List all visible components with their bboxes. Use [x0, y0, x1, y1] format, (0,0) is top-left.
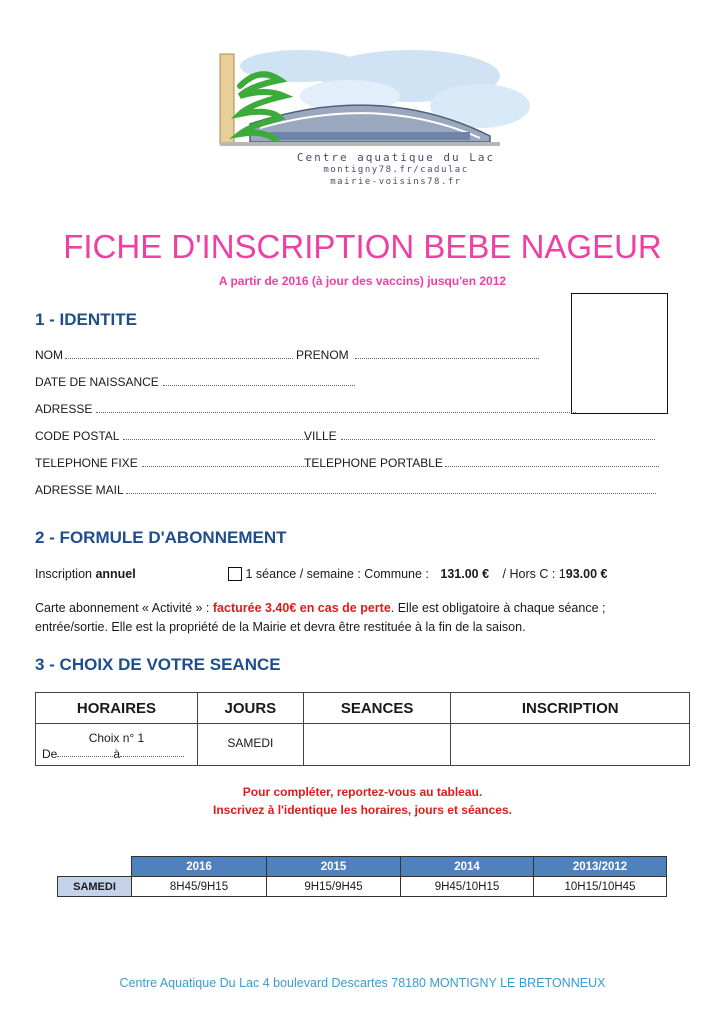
carte-prefix: Carte abonnement « Activité » :: [35, 601, 213, 615]
de-input-line[interactable]: [57, 746, 113, 757]
time-2016: 8H45/9H15: [132, 877, 267, 897]
year-2016: 2016: [132, 857, 267, 877]
seances-cell[interactable]: [303, 724, 451, 766]
nom-label: NOM: [35, 348, 63, 362]
section-abonnement-heading: 2 - FORMULE D'ABONNEMENT: [35, 528, 287, 547]
telephone-portable-field[interactable]: [304, 456, 659, 470]
de-label: De: [42, 747, 58, 761]
inscription-line: [35, 567, 136, 581]
prenom-label: PRENOM: [296, 348, 349, 362]
inscription-cell[interactable]: [451, 724, 690, 766]
telephone-fixe-field[interactable]: [35, 456, 310, 470]
year-2013-2012: 2013/2012: [534, 857, 667, 877]
schedule-table: [57, 856, 667, 897]
column-horaires: HORAIRES: [36, 693, 198, 724]
nom-input-line[interactable]: [65, 350, 293, 359]
schedule-corner: [58, 857, 132, 877]
hors-commune-price: 93.00 €: [565, 567, 608, 581]
horaires-cell[interactable]: [36, 724, 198, 766]
logo-line-1: Centre aquatique du Lac: [296, 151, 496, 164]
a-input-line[interactable]: [120, 746, 184, 757]
date-naissance-label: DATE DE NAISSANCE: [35, 375, 159, 389]
horaires-range[interactable]: [36, 746, 197, 762]
seance-choice-row: [36, 724, 690, 766]
annuel-checkbox[interactable]: [228, 567, 242, 581]
date-naissance-input-line[interactable]: [163, 377, 355, 386]
schedule-samedi-row: [58, 877, 667, 897]
nom-field[interactable]: [35, 348, 293, 362]
seance-text: 1 séance / semaine : Commune :: [245, 567, 433, 581]
column-inscription: INSCRIPTION: [451, 693, 690, 724]
logo-line-2: montigny78.fr/cadulac: [323, 165, 469, 175]
footer-address: Centre Aquatique Du Lac 4 boulevard Descartes 78180 MONTIGNY LE BRETONNEUX: [119, 976, 606, 990]
a-label: à: [113, 747, 121, 761]
code-postal-field[interactable]: [35, 429, 307, 443]
time-2015: 9H15/9H45: [267, 877, 401, 897]
carte-suffix: . Elle est obligatoire à chaque séance ;: [390, 601, 606, 615]
photo-frame[interactable]: [571, 293, 668, 414]
telephone-fixe-input-line[interactable]: [142, 458, 310, 467]
adresse-mail-input-line[interactable]: [126, 485, 656, 494]
commune-price: 131.00 €: [440, 567, 490, 581]
time-2014: 9H45/10H15: [401, 877, 534, 897]
column-jours: JOURS: [197, 693, 303, 724]
date-naissance-field[interactable]: [35, 375, 355, 389]
schedule-header-row: [58, 857, 667, 877]
ville-label: VILLE: [304, 429, 337, 443]
section-seance-heading: 3 - CHOIX DE VOTRE SEANCE: [35, 655, 281, 674]
choice-label: Choix n° 1: [88, 731, 145, 745]
code-postal-input-line[interactable]: [123, 431, 307, 440]
code-postal-label: CODE POSTAL: [35, 429, 120, 443]
schedule-day: SAMEDI: [58, 877, 132, 897]
jours-cell: SAMEDI: [197, 724, 303, 766]
telephone-fixe-label: TELEPHONE FIXE: [35, 456, 138, 470]
logo-caption: [276, 152, 516, 188]
prenom-field[interactable]: [296, 348, 539, 362]
ville-field[interactable]: [304, 429, 655, 443]
centre-aquatique-logo: [180, 36, 536, 196]
logo-line-3: mairie-voisins78.fr: [330, 177, 462, 187]
carte-abonnement-line-2: entrée/sortie. Elle est la propriété de la Mairie et devra être restituée à la fin de la saison.: [35, 620, 526, 634]
column-seances: SEANCES: [303, 693, 451, 724]
year-2015: 2015: [267, 857, 401, 877]
seance-table-header: [36, 693, 690, 724]
hors-commune-text: / Hors C : 1: [502, 567, 566, 581]
inscription-annuel: annuel: [95, 567, 136, 581]
seance-option: [228, 567, 607, 581]
adresse-mail-field[interactable]: [35, 483, 656, 497]
time-2013-2012: 10H15/10H45: [534, 877, 667, 897]
page-title: FICHE D'INSCRIPTION BEBE NAGEUR: [63, 228, 662, 265]
adresse-field[interactable]: [35, 402, 576, 416]
prenom-input-line[interactable]: [355, 350, 539, 359]
note-line-1: Pour compléter, reportez-vous au tableau.: [242, 785, 483, 799]
adresse-mail-label: ADRESSE MAIL: [35, 483, 124, 497]
adresse-label: ADRESSE: [35, 402, 93, 416]
telephone-portable-input-line[interactable]: [445, 458, 659, 467]
carte-abonnement-line-1: [35, 601, 606, 615]
page-subtitle: A partir de 2016 (à jour des vaccins) jusqu'en 2012: [218, 274, 507, 288]
carte-perte-warning: facturée 3.40€ en cas de perte: [212, 601, 391, 615]
telephone-portable-label: TELEPHONE PORTABLE: [304, 456, 443, 470]
note-line-2: Inscrivez à l'identique les horaires, jours et séances.: [213, 803, 512, 817]
ville-input-line[interactable]: [341, 431, 655, 440]
section-identite-heading: 1 - IDENTITE: [35, 310, 138, 329]
inscription-prefix: Inscription: [35, 567, 96, 581]
adresse-input-line[interactable]: [96, 404, 576, 413]
year-2014: 2014: [401, 857, 534, 877]
seance-choice-table: [35, 692, 690, 766]
